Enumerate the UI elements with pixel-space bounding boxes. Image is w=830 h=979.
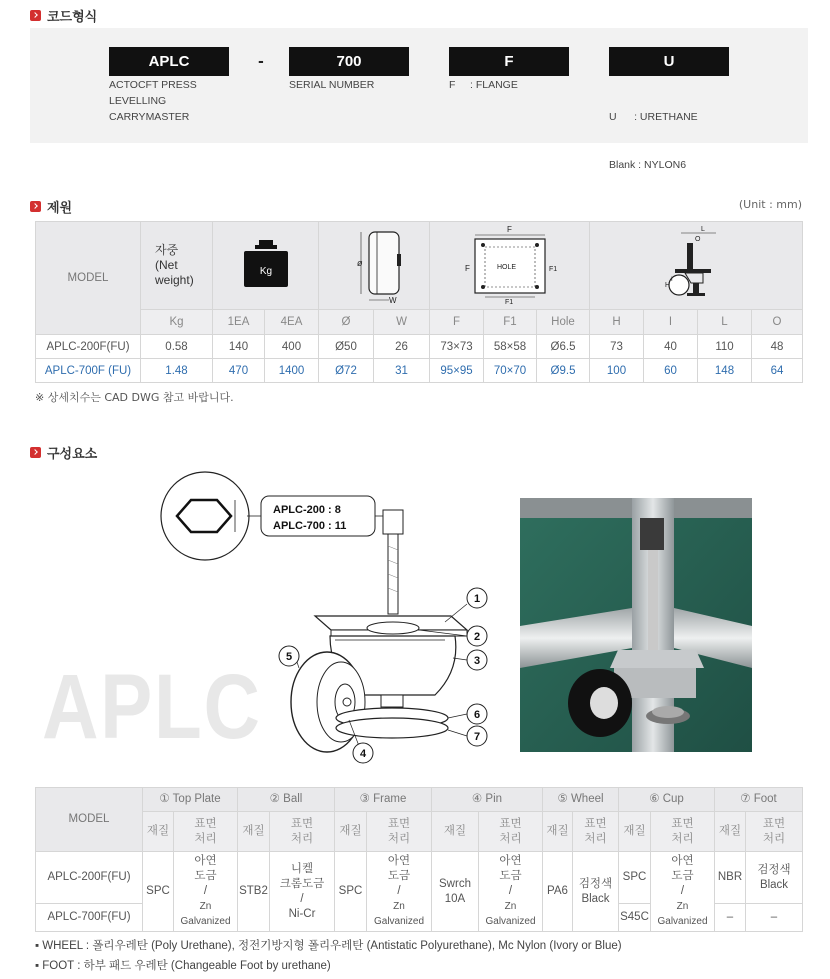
- table-row: APLC-700F(FU) S45C – –: [36, 904, 803, 932]
- spec-table: [35, 221, 803, 383]
- table-row: APLC-200F(FU) 0.58 140 400 Ø50 26 73×73 58×58 Ø6.5 73 40 110 48: [36, 335, 803, 359]
- group-pin: ④ Pin: [432, 788, 543, 812]
- model-header: MODEL: [36, 222, 141, 335]
- svg-text:F: F: [506, 225, 512, 234]
- weight-header: 자중 (Net weight): [141, 222, 213, 310]
- svg-text:I: I: [671, 277, 673, 283]
- part-number: 7: [473, 731, 481, 743]
- spec-section-title: 제원: [30, 197, 72, 216]
- col-width: W: [373, 310, 429, 335]
- product-photo: [520, 498, 752, 752]
- group-wheel: ⑤ Wheel: [543, 788, 619, 812]
- col-o: O: [752, 310, 803, 335]
- model-cell: APLC-700F (FU): [36, 359, 141, 383]
- group-foot: ⑦ Foot: [715, 788, 803, 812]
- code-label: U: [609, 47, 729, 76]
- weight-icon-cell: [213, 222, 319, 310]
- parts-table: MODEL ① Top Plate ② Ball ③ Frame ④ Pin ⑤ Wheel ⑥ Cup ⑦ Foot 재질 표면 처리 재질 표면 처리 재질 표면 처리 재질 표면 처리 재질 표면 처리 재질 표면 처리 재질 표면 처리 APLC-200F(FU) SPC 아연 도금 / Zn Galvanized STB2 니켈 크롬도금 / Ni-Cr SPC 아연 도금 / Zn Galvanized Swrch 10A 아연 도금 / Zn Galvanized PA6 검정색 Black SPC 아연 도금 / Zn Galvanized NBR 검정색 Black APLC-700F(FU) S45C – –: [35, 787, 803, 932]
- code-desc-line: U : URETHANE: [609, 111, 698, 123]
- svg-text:F1: F1: [504, 299, 513, 305]
- code-separator: -: [258, 54, 264, 70]
- code-desc-line: SERIAL NUMBER: [289, 79, 375, 91]
- svg-text:L: L: [701, 226, 705, 233]
- col-diameter: Ø: [319, 310, 374, 335]
- bullet-arrow-icon: [30, 10, 41, 21]
- svg-text:F: F: [464, 264, 470, 273]
- wheel-diagram-icon: [319, 224, 429, 304]
- group-ball: ② Ball: [238, 788, 335, 812]
- col-h: H: [590, 310, 644, 335]
- code-desc-line: F : FLANGE: [449, 79, 518, 91]
- wheel-note: ▪ WHEEL : 폴리우레탄 (Poly Urethane), 정전기방지형 폴리우레탄 (Antistatic Polyurethane), Mc Nylon (Ivory or Blue): [35, 940, 622, 952]
- col-f: F: [430, 310, 484, 335]
- foot-note: ▪ FOOT : 하부 패드 우레탄 (Changeable Foot by urethane): [35, 960, 331, 972]
- code-item-wheel: [609, 47, 729, 205]
- flange-diagram-icon: [445, 223, 575, 305]
- code-label: F: [449, 47, 569, 76]
- part-number: 3: [473, 655, 481, 667]
- code-item-flange: [449, 47, 569, 93]
- model-cell: APLC-200F(FU): [36, 335, 141, 359]
- part-number: 6: [473, 709, 481, 721]
- part-number: 5: [285, 651, 293, 663]
- callout-line: APLC-700 : 11: [273, 520, 347, 532]
- code-desc-line: CARRYMASTER: [109, 111, 190, 123]
- weight-icon: [242, 238, 290, 290]
- col-l: L: [698, 310, 752, 335]
- code-item-serial: [289, 47, 409, 93]
- svg-text:O: O: [695, 236, 701, 243]
- code-item-series: [109, 47, 229, 125]
- spec-note: ※ 상세치수는 CAD DWG 참고 바랍니다.: [35, 391, 234, 404]
- exploded-drawing: [155, 470, 500, 770]
- svg-text:Kg: Kg: [259, 266, 272, 277]
- col-1ea: 1EA: [213, 310, 265, 335]
- bullet-arrow-icon: [30, 447, 41, 458]
- table-row: APLC-700F (FU) 1.48 470 1400 Ø72 31 95×95 70×70 Ø9.5 100 60 148 64: [36, 359, 803, 383]
- part-number: 1: [473, 593, 481, 605]
- part-number: 2: [473, 631, 481, 643]
- table-row: APLC-200F(FU) SPC 아연 도금 / Zn Galvanized STB2 니켈 크롬도금 / Ni-Cr SPC 아연 도금 / Zn Galvanized Swrch 10A 아연 도금 / Zn Galvanized PA6 검정색 Black SPC 아연 도금 / Zn Galvanized NBR 검정색 Black: [36, 852, 803, 904]
- code-section-title: 코드형식: [30, 6, 97, 25]
- svg-text:W: W: [389, 296, 397, 304]
- model-cell: APLC-700F(FU): [36, 904, 143, 932]
- model-cell: APLC-200F(FU): [36, 852, 143, 904]
- svg-text:F1: F1: [548, 266, 557, 273]
- aplc-watermark: APLC: [42, 656, 262, 758]
- col-i: I: [644, 310, 698, 335]
- height-dimension-diagram: [590, 222, 803, 310]
- bullet-arrow-icon: [30, 201, 41, 212]
- code-desc-line: Blank : NYLON6: [609, 159, 687, 171]
- svg-text:HOLE: HOLE: [496, 264, 516, 271]
- col-f1: F1: [484, 310, 537, 335]
- col-kg: Kg: [141, 310, 213, 335]
- wheel-dimension-diagram: [319, 222, 430, 310]
- code-label: APLC: [109, 47, 229, 76]
- code-label: 700: [289, 47, 409, 76]
- code-format-box: [30, 28, 808, 171]
- unit-label: (Unit : mm): [738, 198, 802, 211]
- code-desc-line: LEVELLING: [109, 95, 167, 107]
- flange-dimension-diagram: [430, 222, 590, 310]
- part-number: 4: [359, 748, 367, 760]
- callout-line: APLC-200 : 8: [273, 504, 341, 516]
- parts-model-header: MODEL: [36, 788, 143, 852]
- group-top-plate: ① Top Plate: [143, 788, 238, 812]
- height-diagram-icon: [641, 223, 751, 305]
- code-desc-line: ACTOCFT PRESS: [109, 79, 197, 91]
- svg-text:H: H: [665, 282, 671, 289]
- component-section-title: 구성요소: [30, 443, 97, 462]
- col-4ea: 4EA: [265, 310, 319, 335]
- svg-text:ø: ø: [357, 258, 363, 268]
- col-hole: Hole: [537, 310, 590, 335]
- group-frame: ③ Frame: [335, 788, 432, 812]
- group-cup: ⑥ Cup: [619, 788, 715, 812]
